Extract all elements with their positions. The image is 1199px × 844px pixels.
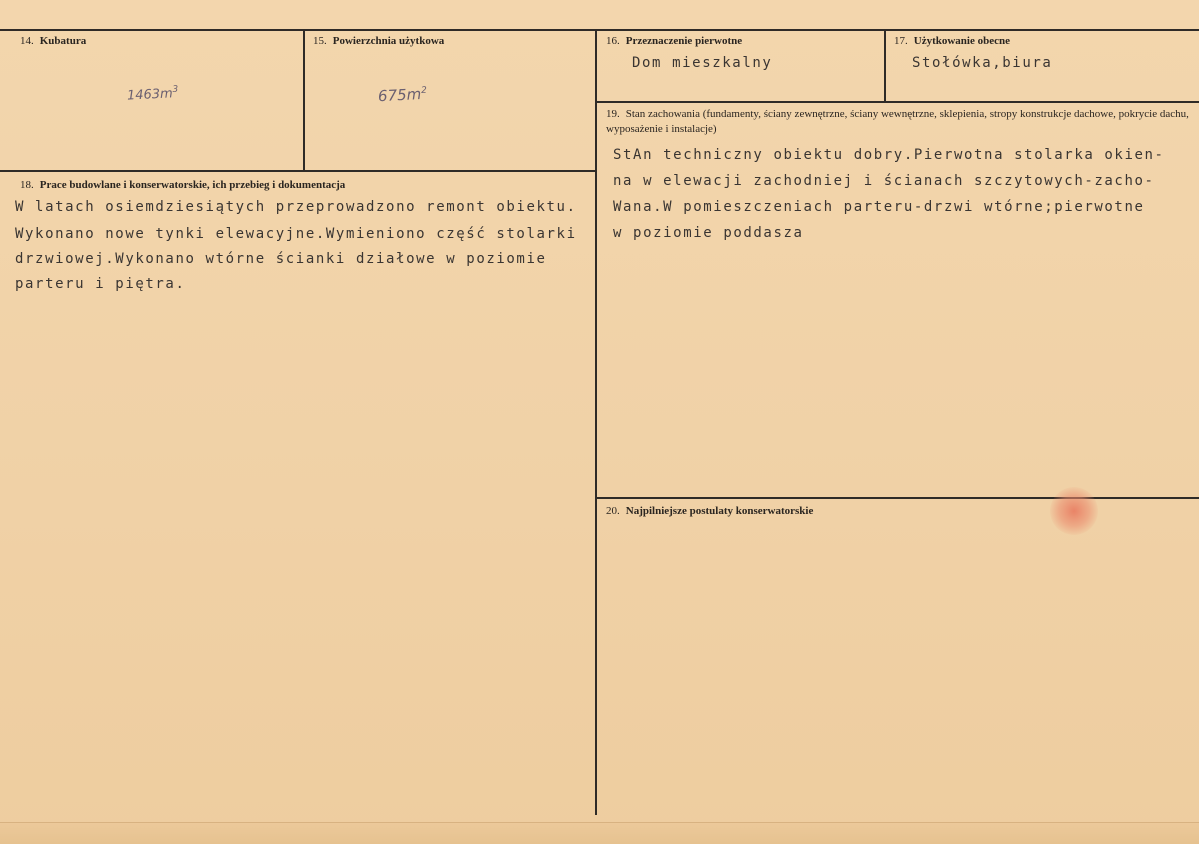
field-19-line: na w elewacji zachodniej i ścianach szczytowych-zacho- [613, 173, 1155, 189]
field-18-line: W latach osiemdziesiątych przeprowadzono remont obiektu. [15, 199, 577, 215]
field-20-label: 20. Najpilniejsze postulaty konserwatorskie [606, 505, 814, 517]
field-18-line: parteru i piętra. [15, 276, 186, 292]
field-14-value: $1463m^3$ [126, 84, 179, 104]
field-14-label: 14. Kubatura [20, 35, 87, 47]
field-17-label: 17. Użytkowanie obecne [894, 35, 1010, 47]
row-divider-right-mid [597, 497, 1199, 499]
ink-stain [1050, 487, 1098, 535]
card-edge [0, 822, 1199, 844]
field-16-label: 16. Przeznaczenie pierwotne [606, 35, 743, 47]
field-19-label: 19. Stan zachowania (fundamenty, ściany zewnętrzne, ściany wewnętrzne, sklepienia, stropy konstrukcje dachowe, pokrycie dachu, wyposażenie i instalacje) [606, 108, 1189, 135]
field-19-line: w poziomie poddasza [613, 225, 804, 241]
field-19-line: Wana.W pomieszczeniach parteru-drzwi wtórne;pierwotne [613, 199, 1145, 215]
field-19-line: StAn techniczny obiektu dobry.Pierwotna stolarka okien- [613, 147, 1165, 163]
row-divider-left [0, 170, 597, 172]
field-15-value: $675m^2$ [377, 85, 428, 106]
field-18-line: drzwiowej.Wykonano wtórne ścianki działowe w poziomie [15, 251, 547, 267]
field-15-label: 15. Powierzchnia użytkowa [313, 35, 445, 47]
row-divider-right-top [597, 101, 1199, 103]
divider-16-17 [884, 29, 886, 101]
field-16-value: Dom mieszkalny [632, 55, 773, 71]
center-divider [595, 29, 597, 815]
field-17-value: Stołówka,biura [912, 55, 1053, 71]
top-border [0, 29, 1199, 31]
field-18-line: Wykonano nowe tynki elewacyjne.Wymieniono część stolarki [15, 226, 577, 242]
divider-14-15 [303, 29, 305, 170]
field-18-label: 18. Prace budowlane i konserwatorskie, ich przebieg i dokumentacja [20, 179, 346, 191]
